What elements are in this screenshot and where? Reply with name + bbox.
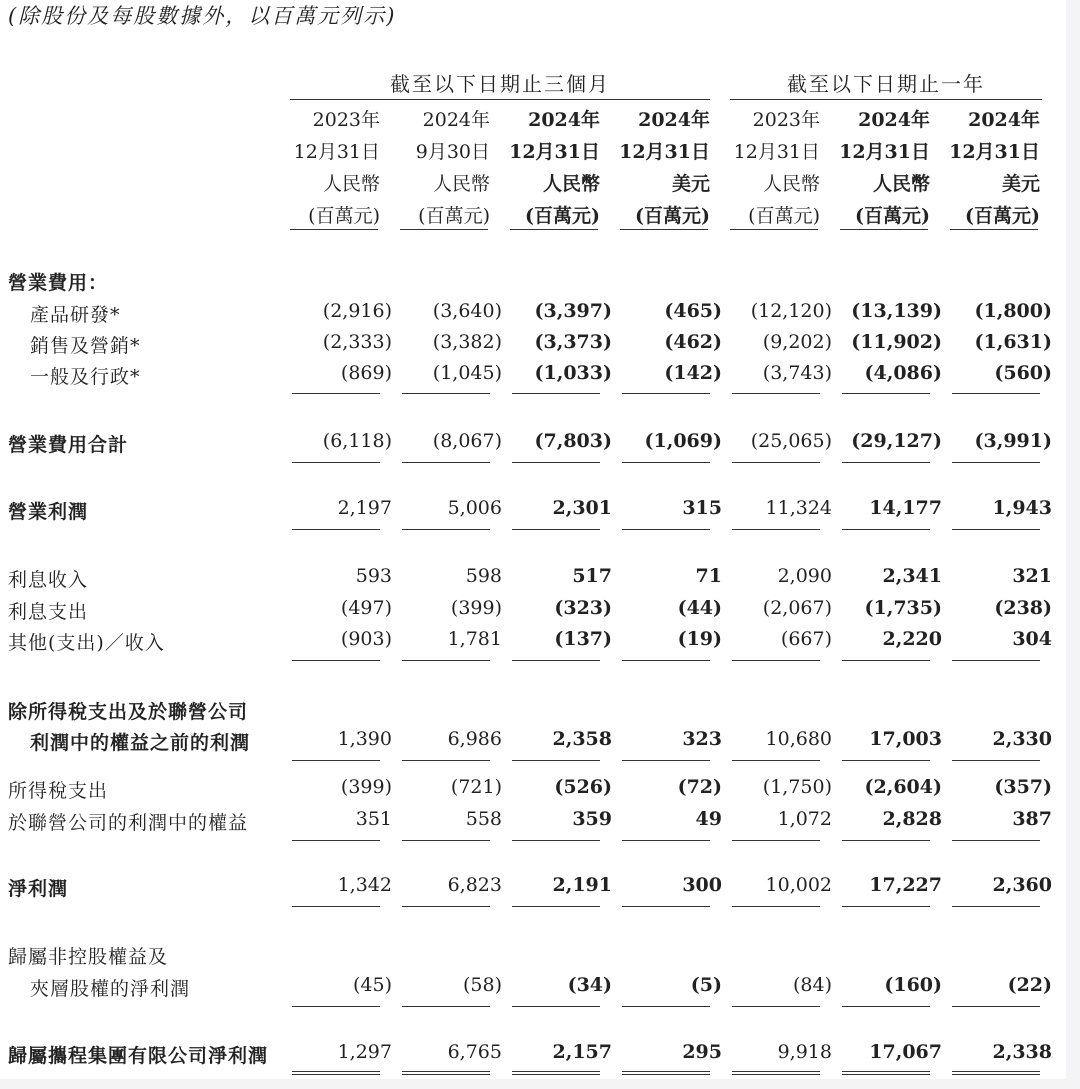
column-header-unit: (百萬元) (308, 205, 380, 227)
table-cell: (2,067) (762, 597, 832, 619)
table-cell: (22) (1007, 974, 1052, 996)
row-label: 夾層股權的淨利潤 (30, 978, 191, 1000)
table-cell: 598 (465, 565, 502, 587)
subtotal-rule (622, 840, 710, 841)
table-cell: 11,324 (765, 497, 832, 519)
subtotal-rule (952, 529, 1040, 530)
subtotal-rule (402, 906, 490, 907)
subtotal-rule (512, 840, 600, 841)
subtotal-rule (842, 462, 930, 463)
group-header-year: 截至以下日期止一年 (787, 72, 985, 96)
table-cell: (2,333) (322, 331, 392, 353)
table-cell: (3,382) (432, 331, 502, 353)
table-cell: 2,090 (777, 565, 832, 587)
column-header-year: 2024年 (968, 109, 1040, 131)
table-cell: 10,680 (765, 728, 832, 750)
column-header-currency: 人民幣 (322, 173, 380, 195)
table-cell: 300 (682, 874, 722, 896)
row-label: 一般及行政* (30, 366, 141, 388)
subtotal-rule (402, 462, 490, 463)
row-label: 營業費用合計 (8, 434, 129, 456)
subtotal-rule (842, 840, 930, 841)
row-label: 產品研發* (30, 304, 121, 326)
table-cell: 9,918 (777, 1041, 832, 1063)
subtotal-rule (512, 393, 600, 394)
subtotal-rule (842, 906, 930, 907)
table-cell: 2,338 (992, 1041, 1052, 1063)
subtotal-rule (512, 760, 600, 761)
table-cell: (160) (884, 974, 942, 996)
subtotal-rule (512, 529, 600, 530)
subtotal-rule (292, 462, 380, 463)
table-cell: 17,003 (869, 728, 942, 750)
column-header-year: 2024年 (858, 109, 930, 131)
column-header-unit: (百萬元) (855, 205, 930, 227)
table-cell: 593 (355, 565, 392, 587)
column-header-unit: (百萬元) (418, 205, 490, 227)
table-cell: 1,390 (337, 728, 392, 750)
page-edge-bottom (0, 1079, 1080, 1089)
table-cell: 2,341 (882, 565, 942, 587)
table-cell: 1,072 (777, 808, 832, 830)
row-label: 淨利潤 (8, 878, 69, 900)
table-cell: (3,397) (534, 300, 612, 322)
unit-note: (除股份及每股數據外，以百萬元列示) (8, 4, 397, 28)
table-cell: (8,067) (432, 430, 502, 452)
column-header-date: 12月31日 (839, 141, 930, 163)
table-cell: 517 (572, 565, 612, 587)
table-cell: (1,735) (864, 597, 942, 619)
subtotal-rule (512, 660, 600, 661)
column-header-rule (730, 229, 818, 230)
column-header-6 (838, 104, 930, 232)
column-header-unit: (百萬元) (965, 205, 1040, 227)
subtotal-rule (732, 840, 820, 841)
table-cell: (3,743) (762, 362, 832, 384)
subtotal-rule (732, 393, 820, 394)
subtotal-rule (622, 906, 710, 907)
subtotal-rule (292, 529, 380, 530)
table-cell: (9,202) (762, 331, 832, 353)
subtotal-rule (402, 529, 490, 530)
table-cell: 14,177 (869, 497, 942, 519)
column-header-currency: 人民幣 (542, 173, 600, 195)
subtotal-rule (402, 840, 490, 841)
subtotal-rule (732, 529, 820, 530)
table-cell: (4,086) (864, 362, 942, 384)
total-double-rule (842, 1071, 930, 1075)
table-cell: (1,069) (644, 430, 722, 452)
table-cell: (6,118) (322, 430, 392, 452)
table-cell: 10,002 (765, 874, 832, 896)
column-header-3 (508, 104, 600, 232)
subtotal-rule (512, 1006, 600, 1007)
table-cell: 1,781 (447, 628, 502, 650)
table-cell: (903) (340, 628, 392, 650)
column-header-unit: (百萬元) (748, 205, 820, 227)
subtotal-rule (842, 660, 930, 661)
subtotal-rule (292, 840, 380, 841)
table-cell: 558 (465, 808, 502, 830)
table-cell: (25,065) (750, 430, 832, 452)
group-rule-year (730, 99, 1042, 100)
table-cell: (399) (450, 597, 502, 619)
column-header-rule (290, 229, 378, 230)
total-double-rule (732, 1071, 820, 1075)
table-cell: 2,220 (882, 628, 942, 650)
table-cell: (45) (352, 974, 392, 996)
table-cell: (3,640) (432, 300, 502, 322)
table-cell: 304 (1012, 628, 1052, 650)
column-header-date: 12月31日 (619, 141, 710, 163)
column-header-year: 2024年 (638, 109, 710, 131)
table-cell: (2,916) (322, 300, 392, 322)
table-cell: (12,120) (750, 300, 832, 322)
column-header-unit: (百萬元) (525, 205, 600, 227)
table-cell: 315 (682, 497, 722, 519)
row-label: 除所得稅支出及於聯營公司 (8, 701, 249, 723)
table-cell: 2,828 (882, 808, 942, 830)
row-label: 於聯營公司的利潤中的權益 (8, 812, 249, 834)
subtotal-rule (732, 906, 820, 907)
column-header-unit: (百萬元) (635, 205, 710, 227)
table-cell: (13,139) (851, 300, 942, 322)
table-cell: (323) (554, 597, 612, 619)
subtotal-rule (622, 660, 710, 661)
row-label: 利息支出 (8, 601, 89, 623)
table-cell: (3,373) (534, 331, 612, 353)
table-cell: (84) (792, 974, 832, 996)
table-cell: 2,301 (552, 497, 612, 519)
table-cell: 2,360 (992, 874, 1052, 896)
subtotal-rule (952, 906, 1040, 907)
subtotal-rule (292, 660, 380, 661)
table-cell: (465) (664, 300, 722, 322)
subtotal-rule (292, 1006, 380, 1007)
table-cell: 2,330 (992, 728, 1052, 750)
table-cell: (58) (462, 974, 502, 996)
row-label: 營業利潤 (8, 501, 89, 523)
group-rule-three-months (290, 99, 710, 100)
subtotal-rule (512, 906, 600, 907)
table-cell: 321 (1012, 565, 1052, 587)
column-header-currency: 人民幣 (432, 173, 490, 195)
column-header-4 (618, 104, 710, 232)
table-cell: 17,227 (869, 874, 942, 896)
column-header-date: 12月31日 (293, 141, 380, 163)
column-header-5 (728, 104, 820, 232)
subtotal-rule (292, 393, 380, 394)
subtotal-rule (842, 529, 930, 530)
table-cell: (1,033) (534, 362, 612, 384)
table-cell: (399) (340, 776, 392, 798)
table-cell: 2,191 (552, 874, 612, 896)
column-header-currency: 人民幣 (762, 173, 820, 195)
table-cell: (137) (554, 628, 612, 650)
column-header-year: 2023年 (752, 109, 820, 131)
table-cell: 387 (1012, 808, 1052, 830)
subtotal-rule (952, 1006, 1040, 1007)
table-cell: 359 (572, 808, 612, 830)
total-double-rule (952, 1071, 1040, 1075)
table-cell: 351 (355, 808, 392, 830)
table-cell: 2,157 (552, 1041, 612, 1063)
subtotal-rule (732, 1006, 820, 1007)
column-header-year: 2024年 (422, 109, 490, 131)
table-cell: (526) (554, 776, 612, 798)
subtotal-rule (622, 393, 710, 394)
table-cell: (721) (450, 776, 502, 798)
column-header-rule (510, 229, 598, 230)
row-label: 其他(支出)／收入 (8, 632, 165, 654)
subtotal-rule (952, 393, 1040, 394)
table-cell: (5) (690, 974, 722, 996)
table-cell: (7,803) (534, 430, 612, 452)
table-cell: 323 (682, 728, 722, 750)
table-cell: 17,067 (869, 1041, 942, 1063)
table-cell: (560) (994, 362, 1052, 384)
table-cell: (29,127) (851, 430, 942, 452)
subtotal-rule (512, 462, 600, 463)
table-cell: (72) (677, 776, 722, 798)
row-label: 所得稅支出 (8, 780, 109, 802)
table-cell: 2,358 (552, 728, 612, 750)
table-cell: 6,986 (447, 728, 502, 750)
table-cell: (2,604) (864, 776, 942, 798)
subtotal-rule (952, 760, 1040, 761)
subtotal-rule (952, 462, 1040, 463)
subtotal-rule (732, 760, 820, 761)
column-header-year: 2023年 (312, 109, 380, 131)
row-label: 利潤中的權益之前的利潤 (30, 732, 251, 754)
total-double-rule (512, 1071, 600, 1075)
subtotal-rule (842, 760, 930, 761)
column-header-1 (288, 104, 380, 232)
page-edge-right (1066, 0, 1080, 1089)
table-cell: (462) (664, 331, 722, 353)
table-cell: 295 (682, 1041, 722, 1063)
column-header-currency: 美元 (1001, 173, 1040, 195)
column-header-rule (400, 229, 488, 230)
column-header-date: 12月31日 (949, 141, 1040, 163)
subtotal-rule (622, 1006, 710, 1007)
total-double-rule (292, 1071, 380, 1075)
table-cell: 1,342 (337, 874, 392, 896)
table-cell: (1,631) (974, 331, 1052, 353)
subtotal-rule (842, 393, 930, 394)
table-cell: 6,765 (447, 1041, 502, 1063)
column-header-2 (398, 104, 490, 232)
column-header-date: 12月31日 (733, 141, 820, 163)
table-cell: 1,297 (337, 1041, 392, 1063)
subtotal-rule (732, 462, 820, 463)
column-header-rule (620, 229, 708, 230)
table-cell: 6,823 (447, 874, 502, 896)
row-label: 歸屬攜程集團有限公司淨利潤 (8, 1045, 269, 1067)
table-cell: (11,902) (851, 331, 942, 353)
subtotal-rule (732, 660, 820, 661)
table-cell: 1,943 (992, 497, 1052, 519)
row-label: 利息收入 (8, 569, 89, 591)
table-cell: (357) (994, 776, 1052, 798)
subtotal-rule (292, 760, 380, 761)
subtotal-rule (952, 660, 1040, 661)
subtotal-rule (622, 529, 710, 530)
column-header-7 (948, 104, 1040, 232)
subtotal-rule (842, 1006, 930, 1007)
table-cell: (667) (780, 628, 832, 650)
column-header-rule (840, 229, 928, 230)
table-cell: (869) (340, 362, 392, 384)
row-label: 營業費用： (8, 272, 109, 294)
row-label: 銷售及營銷* (30, 335, 141, 357)
subtotal-rule (402, 1006, 490, 1007)
column-header-date: 12月31日 (509, 141, 600, 163)
table-cell: (3,991) (974, 430, 1052, 452)
table-cell: (1,045) (432, 362, 502, 384)
table-cell: 2,197 (337, 497, 392, 519)
subtotal-rule (952, 840, 1040, 841)
column-header-currency: 美元 (671, 173, 710, 195)
table-cell: (1,800) (974, 300, 1052, 322)
table-cell: 71 (695, 565, 722, 587)
table-cell: (34) (567, 974, 612, 996)
subtotal-rule (402, 760, 490, 761)
column-header-rule (950, 229, 1038, 230)
total-double-rule (622, 1071, 710, 1075)
table-cell: (497) (340, 597, 392, 619)
table-cell: (44) (677, 597, 722, 619)
column-header-year: 2024年 (528, 109, 600, 131)
table-cell: (142) (664, 362, 722, 384)
column-header-currency: 人民幣 (872, 173, 930, 195)
total-double-rule (402, 1071, 490, 1075)
table-cell: (19) (677, 628, 722, 650)
table-cell: (238) (994, 597, 1052, 619)
subtotal-rule (292, 906, 380, 907)
group-header-three-months: 截至以下日期止三個月 (390, 72, 610, 96)
table-cell: 5,006 (447, 497, 502, 519)
column-header-date: 9月30日 (415, 141, 490, 163)
subtotal-rule (622, 760, 710, 761)
table-cell: (1,750) (762, 776, 832, 798)
table-cell: 49 (695, 808, 722, 830)
subtotal-rule (402, 660, 490, 661)
subtotal-rule (622, 462, 710, 463)
row-label: 歸屬非控股權益及 (8, 946, 169, 968)
subtotal-rule (402, 393, 490, 394)
